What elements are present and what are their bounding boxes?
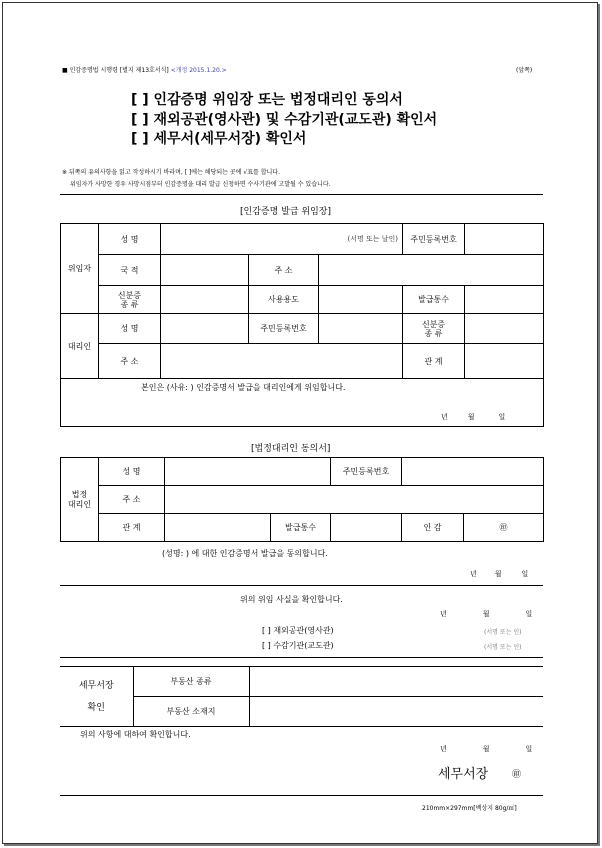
title-line-1: [ ] 인감증명 위임장 또는 법정대리인 동의서 (131, 92, 403, 108)
agent-label: 대리인 (61, 314, 99, 379)
name-field[interactable] (161, 224, 403, 255)
agent-address-field[interactable] (161, 344, 403, 379)
guardian-relation-field[interactable] (165, 514, 271, 542)
header-bullet: ■ (62, 67, 68, 74)
divider (60, 795, 543, 796)
property-type-label: 부동산 종류 (133, 667, 249, 697)
date-day: 일 (525, 745, 533, 753)
paper-spec: 210mm×297mm[백상지 80g/㎡] (422, 805, 517, 812)
confirm-statement: 위의 위임 사실을 확인합니다. (240, 595, 343, 604)
id-type-label-1: 신분증 (117, 290, 142, 300)
guardian-address-field[interactable] (165, 486, 544, 514)
prison-sign-hint: (서명 또는 인) (484, 644, 522, 651)
guardian-label (61, 458, 99, 542)
agent-address-label: 주 소 (99, 344, 161, 379)
nationality-label: 국 적 (99, 255, 161, 286)
title-line-3: [ ] 세무서(세무서장) 확인서 (131, 131, 307, 147)
divider (60, 194, 543, 195)
revision-date: <개정 2015.1.20.> (170, 67, 227, 74)
guardian-rrn-label: 주민등록번호 (331, 458, 402, 486)
relation-label: 관 계 (403, 344, 465, 379)
guardian-name-label: 성 명 (99, 458, 165, 486)
consulate-checkbox[interactable]: [ ] 재외공관(영사관) (262, 626, 334, 635)
agent-rrn-label: 주민등록번호 (249, 314, 319, 344)
id-type-label-2: 종 류 (120, 299, 139, 309)
date-year: 년 (440, 745, 447, 753)
sign-hint: (서명 또는 날인) (347, 235, 399, 243)
date-day: 일 (498, 413, 506, 421)
guardian-address-label: 주 소 (99, 486, 165, 514)
date-day: 일 (521, 570, 529, 578)
title-line-2: [ ] 재외공관(영사관) 및 수감기관(교도관) 확인서 (131, 112, 438, 128)
purpose-field[interactable] (319, 286, 403, 314)
guardian-relation-label: 관 계 (99, 514, 165, 542)
date-month: 월 (482, 745, 490, 753)
guardian-seal-label: 인 감 (402, 514, 464, 542)
relation-field[interactable] (465, 344, 544, 379)
delegator-label: 위임자 (61, 224, 99, 314)
date-month: 월 (494, 570, 502, 578)
date-day: 일 (525, 610, 533, 618)
address-field[interactable] (319, 255, 544, 286)
tax-office-table (60, 666, 543, 727)
section1-title: [인감증명 발급 위임장] (240, 207, 331, 217)
delegation-statement: 본인은 (사유: ) 인감증명서 발급을 대리인에게 위임합니다. (141, 383, 346, 392)
agent-id-label-2: 종 류 (424, 328, 443, 338)
note-2: 위임자가 사망한 경우 사망시점부터 인감증명을 대리 발급 신청하면 수사기관에 고발될 수 있습니다. (70, 181, 331, 188)
tax-office-label-2: 확인 (87, 702, 105, 713)
nationality-field[interactable] (161, 255, 249, 286)
date-year: 년 (441, 413, 448, 421)
purpose-label: 사용용도 (249, 286, 319, 314)
issue-count-field[interactable] (465, 286, 544, 314)
guardian-table (60, 457, 544, 542)
agent-id-field[interactable] (465, 314, 544, 344)
agent-id-label-1: 신분증 (421, 319, 446, 329)
confirm-date (440, 609, 532, 619)
address-label: 주 소 (249, 255, 319, 286)
guardian-label-1: 법정 (71, 489, 88, 499)
consent-date (470, 569, 528, 579)
tax-confirm-date (440, 744, 532, 754)
property-location-label: 부동산 소재지 (133, 697, 249, 727)
divider (60, 657, 543, 658)
law-reference: 인감증명법 시행령 [별지 제13호서식] (69, 67, 169, 74)
section2-title: [법정대리인 동의서] (251, 444, 331, 454)
consulate-sign-hint: (서명 또는 인) (484, 629, 522, 636)
guardian-issue-field[interactable] (331, 514, 402, 542)
tax-office-label (60, 667, 133, 727)
date-year: 년 (440, 610, 447, 618)
tax-office-signer: 세무서장 (438, 767, 489, 782)
agent-rrn-field[interactable] (319, 314, 403, 344)
date-month: 월 (482, 610, 490, 618)
guardian-rrn-field[interactable] (402, 458, 544, 486)
id-type-label (99, 286, 161, 314)
id-type-field[interactable] (161, 286, 249, 314)
tax-office-seal: ㊞ (512, 770, 522, 780)
guardian-issue-label: 발급통수 (271, 514, 331, 542)
prison-checkbox[interactable]: [ ] 수감기관(교도관) (262, 641, 334, 650)
date-month: 월 (467, 413, 475, 421)
page-side: (앞쪽) (516, 67, 533, 74)
divider (60, 585, 543, 586)
property-type-field[interactable] (249, 667, 543, 697)
issue-count-label: 발급통수 (403, 286, 465, 314)
property-location-field[interactable] (249, 697, 543, 727)
guardian-label-2: 대리인 (67, 499, 92, 509)
name-label: 성 명 (99, 224, 161, 255)
form-header (62, 65, 227, 74)
delegation-date (441, 412, 505, 422)
tax-confirm-statement: 위의 사항에 대하여 확인합니다. (80, 730, 191, 739)
agent-name-field[interactable] (161, 314, 249, 344)
rrn-field[interactable] (465, 224, 544, 255)
agent-id-label (403, 314, 465, 344)
note-1: ※ 뒤쪽의 유의사항을 읽고 작성하시기 바라며, [ ]에는 해당되는 곳에 √표를 합니다. (62, 169, 281, 176)
agent-name-label: 성 명 (99, 314, 161, 344)
rrn-label: 주민등록번호 (403, 224, 465, 255)
delegation-statement-cell (61, 379, 544, 427)
date-year: 년 (470, 570, 477, 578)
tax-office-label-1: 세무서장 (78, 680, 114, 691)
delegation-table (60, 223, 544, 427)
guardian-seal-mark: ㊞ (464, 514, 544, 542)
guardian-name-field[interactable] (165, 458, 331, 486)
consent-statement: (성명: ) 에 대한 인감증명서 발급을 동의합니다. (162, 549, 328, 558)
